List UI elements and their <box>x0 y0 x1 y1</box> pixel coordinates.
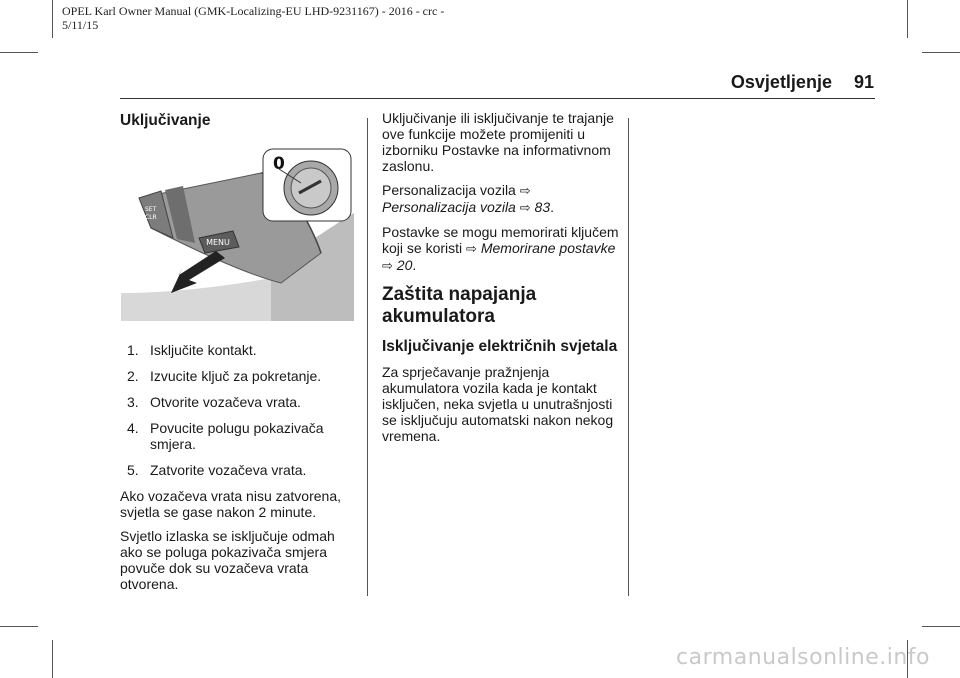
clr-label: CLR <box>145 214 157 221</box>
column-divider <box>367 118 368 596</box>
crop-mark <box>907 0 908 38</box>
paragraph: Uključivanje ili isključivanje te trajanje ove funkcije možete promijeniti u izborniku Postavke na informativnom zaslonu. <box>382 110 614 174</box>
arrow-right-icon: ⇨ <box>519 200 531 215</box>
arrow-right-icon: ⇨ <box>382 258 393 273</box>
crop-mark <box>922 52 960 53</box>
running-header <box>731 72 874 93</box>
turn-signal-lever-illustration <box>121 143 354 321</box>
crop-mark <box>922 626 960 627</box>
set-label: SET <box>145 206 157 213</box>
xref-link[interactable]: Personalizacija vozila <box>382 199 516 215</box>
list-item: 1. Isključite kontakt. <box>127 342 257 358</box>
ignition-zero-mark: 0 <box>273 154 285 174</box>
paragraph: Ako vozačeva vrata nisu zatvorena, svjetla se gase nakon 2 minute. <box>120 488 342 520</box>
menu-button-label: MENU <box>206 238 230 247</box>
meta-line-1: OPEL Karl Owner Manual (GMK-Localizing-EU LHD-9231167) - 2016 - crc - <box>62 4 445 18</box>
arrow-right-icon: ⇨ <box>519 183 531 198</box>
section-heading: Uključivanje <box>120 112 211 129</box>
section-title: Osvjetljenje <box>730 72 832 92</box>
arrow-right-icon: ⇨ <box>466 241 477 256</box>
crop-mark <box>52 0 53 38</box>
xref-page[interactable]: 83 <box>534 199 551 215</box>
paragraph: Svjetlo izlaska se isključuje odmah ako se poluga pokazivača smjera povuče dok su vozačeva vrata otvorena. <box>120 528 335 592</box>
crop-mark <box>0 52 38 53</box>
list-item: 4. Povucite polugu pokazivača smjera. <box>127 420 324 452</box>
meta-line-2: 5/11/15 <box>62 18 99 32</box>
header-rule <box>120 98 875 99</box>
list-item: 2. Izvucite ključ za pokretanje. <box>127 368 322 384</box>
page-number: 91 <box>853 72 874 92</box>
xref-page[interactable]: 20 <box>396 257 413 273</box>
document-meta <box>62 4 542 32</box>
list-item: 5. Zatvorite vozačeva vrata. <box>127 462 307 478</box>
steps-list <box>120 342 358 478</box>
left-column-body <box>120 330 358 600</box>
crop-mark <box>0 626 38 627</box>
column-divider <box>628 118 629 596</box>
section-heading: Zaštita napajanja akumulatora <box>382 284 537 327</box>
watermark: carmanualsonline.info <box>676 645 930 670</box>
crop-mark <box>52 640 53 678</box>
subsection-heading: Isključivanje električnih svjetala <box>382 338 618 355</box>
cross-reference: Postavke se mogu memorirati ključem koji se koristi ⇨ Memorirane postavke ⇨ 20. <box>382 224 619 273</box>
middle-column <box>382 110 622 452</box>
left-column <box>120 112 358 138</box>
paragraph: Za sprječavanje pražnjenja akumulatora vozila kada je kontakt isključen, neka svjetla u unutrašnjosti se isključuju automatski nakon nekog vremena. <box>382 364 614 444</box>
xref-link[interactable]: Memorirane postavke <box>480 240 616 256</box>
list-item: 3. Otvorite vozačeva vrata. <box>127 394 301 410</box>
cross-reference: Personalizacija vozila ⇨ Personalizacija vozila ⇨ 83. <box>382 182 554 215</box>
